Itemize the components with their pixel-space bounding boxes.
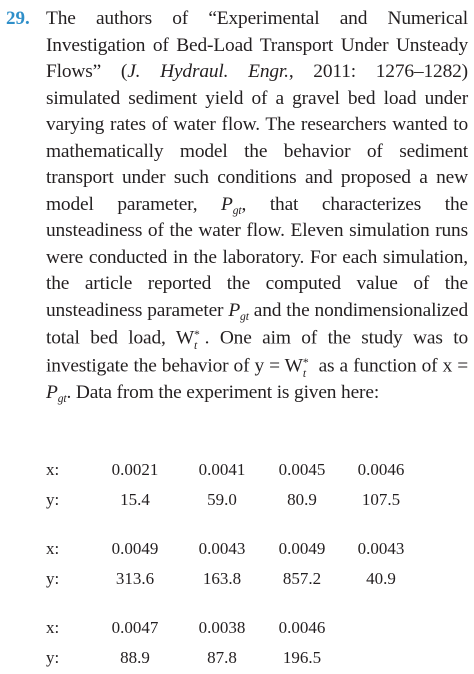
x-value: 0.0046 (278, 618, 326, 637)
y-value: 196.5 (282, 648, 322, 667)
table-row (46, 565, 446, 595)
x-label: x: (46, 460, 60, 479)
y-value: 857.2 (282, 569, 322, 588)
y-value: 40.9 (366, 569, 396, 588)
y-value: 107.5 (361, 490, 401, 509)
y-label: y: (46, 490, 60, 509)
x-value: 0.0046 (357, 460, 405, 479)
data-table (46, 456, 446, 674)
x-value: 0.0045 (278, 460, 326, 479)
x-value: 0.0038 (198, 618, 246, 637)
table-row (46, 456, 446, 486)
x-value: 0.0047 (111, 618, 159, 637)
problem-29 (6, 6, 468, 406)
table-row (46, 535, 446, 565)
x-value: 0.0043 (198, 539, 246, 558)
y-value: 88.9 (120, 648, 150, 667)
y-value: 59.0 (207, 490, 237, 509)
y-value: 313.6 (115, 569, 155, 588)
x-value: 0.0041 (198, 460, 246, 479)
x-label: x: (46, 539, 60, 558)
y-label: y: (46, 569, 60, 588)
problem-text: The authors of “Experimental and Numerical Investigation of Bed-Load Transport Under Unsteady Flows” (J. Hydraul. Engr., 2011: 1276–1282) simulated sediment yield of a gravel bed load under varying rates of water flow. The researchers wanted to mathematically model the behavior of sediment transport under such conditions and proposed a new model parameter, $P_{gt}$, that characterizes the unsteadiness of the water flow. Eleven simulation runs were conducted in the laboratory. For each simulation, the article reported the computed value of the unsteadiness parameter $P_{gt}$ and the nondimensionalized total bed load, W * t . One aim of the study was to investigate the behavior of y = W * t as a function of $x = P_{gt}$. Data from the experiment is given here: (46, 8, 469, 405)
x-label: x: (46, 618, 60, 637)
problem-number: 29. (6, 8, 30, 29)
y-label: y: (46, 648, 60, 667)
table-row (46, 614, 446, 644)
journal-citation: J. Hydraul. Engr. (127, 61, 289, 82)
x-value: 0.0021 (111, 460, 159, 479)
y-value: 15.4 (120, 490, 150, 509)
y-value: 80.9 (287, 490, 317, 509)
y-value: 87.8 (207, 648, 237, 667)
x-value: 0.0049 (111, 539, 159, 558)
x-value: 0.0043 (357, 539, 405, 558)
y-value: 163.8 (202, 569, 242, 588)
x-value: 0.0049 (278, 539, 326, 558)
table-row (46, 486, 446, 516)
